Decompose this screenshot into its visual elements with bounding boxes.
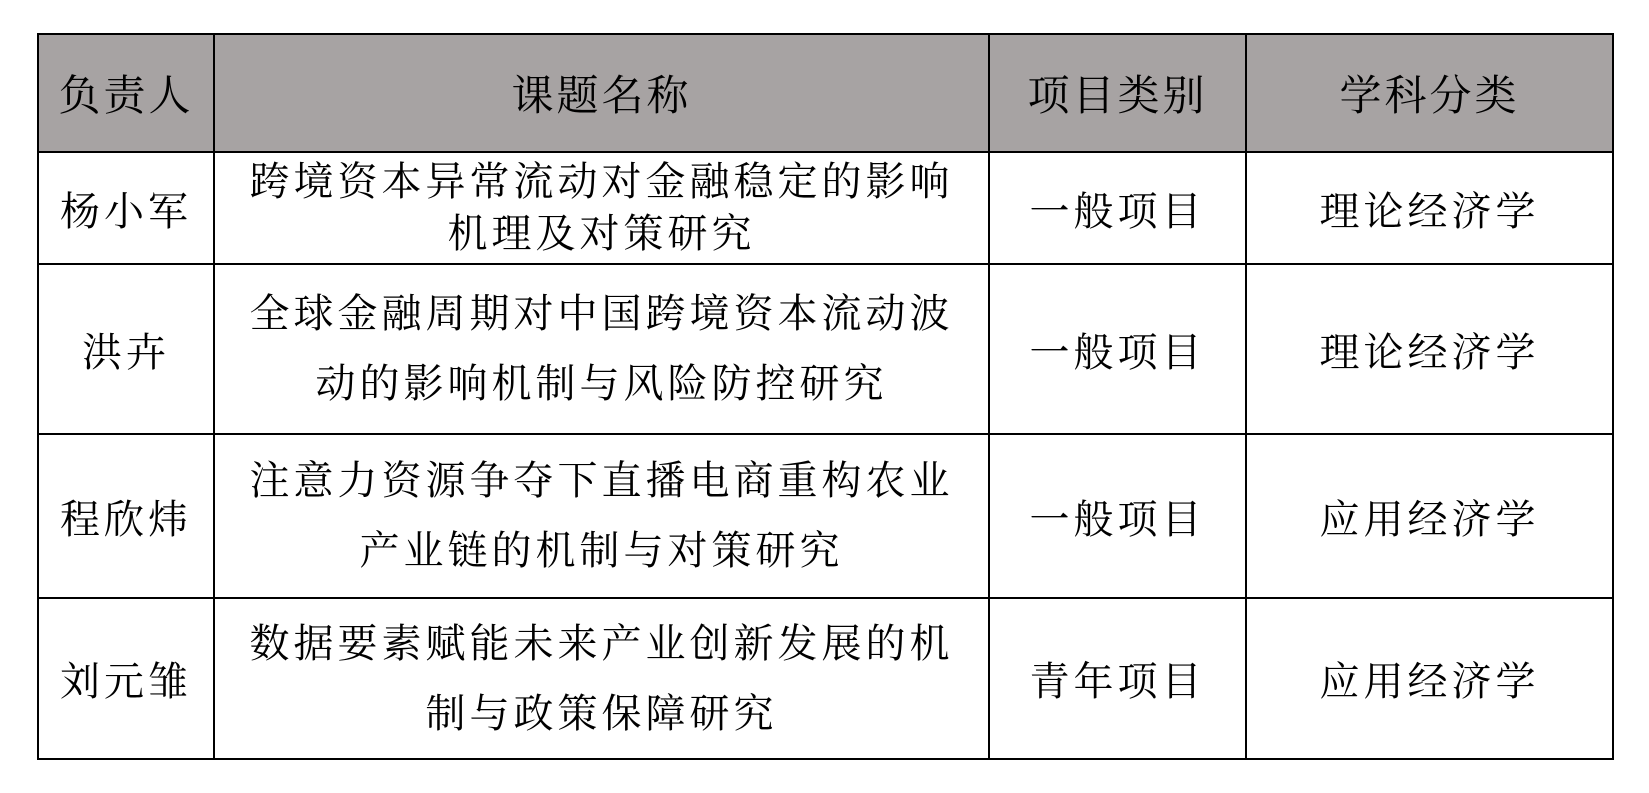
category-cell: 一般项目 bbox=[989, 434, 1246, 598]
project-title-cell bbox=[214, 264, 989, 434]
category-cell: 青年项目 bbox=[989, 598, 1246, 759]
research-projects-table bbox=[37, 33, 1614, 760]
table-row bbox=[38, 434, 1613, 598]
project-title-line: 数据要素赋能未来产业创新发展的机 bbox=[249, 620, 954, 666]
discipline-cell: 应用经济学 bbox=[1246, 434, 1613, 598]
leader-cell: 杨小军 bbox=[38, 152, 214, 264]
discipline-cell: 应用经济学 bbox=[1246, 598, 1613, 759]
project-title-line: 全球金融周期对中国跨境资本流动波 bbox=[249, 291, 954, 336]
header-cell-leader: 负责人 bbox=[38, 34, 214, 152]
table-row bbox=[38, 598, 1613, 759]
header-cell-discipline: 学科分类 bbox=[1246, 34, 1613, 152]
table-row bbox=[38, 264, 1613, 434]
project-title-line: 跨境资本异常流动对金融稳定的影响 bbox=[249, 159, 954, 204]
project-title-line: 注意力资源争夺下直播电商重构农业 bbox=[249, 458, 954, 503]
project-title-line: 产业链的机制与对策研究 bbox=[359, 528, 844, 573]
project-title-cell bbox=[214, 598, 989, 759]
project-title-line: 制与政策保障研究 bbox=[425, 690, 778, 736]
leader-cell: 刘元雏 bbox=[38, 598, 214, 759]
project-title-cell bbox=[214, 152, 989, 264]
leader-cell: 程欣炜 bbox=[38, 434, 214, 598]
category-cell: 一般项目 bbox=[989, 152, 1246, 264]
header-cell-project-category: 项目类别 bbox=[989, 34, 1246, 152]
discipline-cell: 理论经济学 bbox=[1246, 264, 1613, 434]
table-header-row bbox=[38, 34, 1613, 152]
leader-cell: 洪卉 bbox=[38, 264, 214, 434]
project-title-cell bbox=[214, 434, 989, 598]
table-row bbox=[38, 152, 1613, 264]
project-title-line: 动的影响机制与风险防控研究 bbox=[315, 361, 888, 406]
project-title-line: 机理及对策研究 bbox=[447, 211, 756, 256]
category-cell: 一般项目 bbox=[989, 264, 1246, 434]
discipline-cell: 理论经济学 bbox=[1246, 152, 1613, 264]
header-cell-project-title: 课题名称 bbox=[214, 34, 989, 152]
